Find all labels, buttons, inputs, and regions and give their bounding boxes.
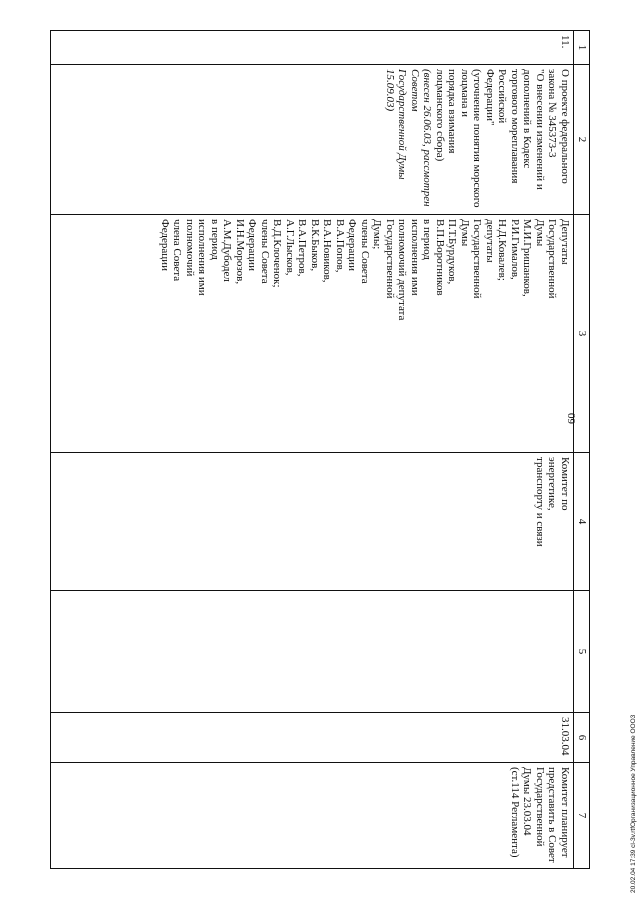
author-line: Государственной	[471, 219, 484, 299]
author-line: члена Совета	[171, 219, 184, 282]
bill-title-line: Федерации"	[484, 69, 496, 126]
bill-note-line: Государственной Думы 15.09.03)	[384, 69, 409, 180]
committee-line: транспорту и связи	[534, 457, 546, 547]
bill-title-line: "О внесении изменений и дополнений в Кодекс	[521, 69, 546, 190]
author-line: в период	[209, 219, 221, 260]
responsible-committee-cell	[51, 453, 574, 591]
author-line: Думы;	[371, 219, 384, 250]
author-line: Федерации	[159, 219, 171, 271]
author-line: полномочий депутата	[396, 219, 409, 321]
plan-line: Государственной	[534, 767, 546, 847]
author-line: депутаты	[484, 219, 496, 263]
plan-line: Думы 23.03.04	[521, 767, 534, 836]
author-line: Думы	[459, 219, 471, 247]
author-line: полномочий	[184, 219, 196, 277]
author-line: А.М.Дубодел	[221, 219, 234, 282]
author-line: Федерации	[346, 219, 359, 271]
author-line: члены Совета	[359, 219, 371, 284]
plan-cell	[51, 763, 574, 869]
column-number: 2	[574, 65, 590, 215]
empty-cell	[51, 591, 574, 713]
author-line: М.И.Гришанков,	[521, 219, 534, 297]
bill-note-line: (внесен 26.06.03, рассмотрен Советом	[409, 69, 434, 207]
column-number: 4	[574, 453, 590, 591]
author-line: Федерации	[246, 219, 259, 271]
author-line: члены Совета	[259, 219, 271, 284]
bill-title-line: (уточнение понятия морского лоцмана и	[459, 69, 484, 208]
committee-line: энергетике,	[546, 457, 559, 511]
author-line: исполнения ими	[196, 219, 209, 296]
author-line: В.А.Петров,	[296, 219, 309, 277]
author-line: В.П.Воротников	[434, 219, 446, 296]
author-line: Государственной	[384, 219, 396, 299]
date-cell: 31.03.04	[51, 713, 574, 763]
author-line: Н.Д.Ковалев;	[496, 219, 509, 281]
author-line: В.А.Попов,	[334, 219, 346, 273]
table-row	[51, 31, 574, 869]
author-line: Думы	[534, 219, 546, 247]
bill-title-line: торгового мореплавания Российской	[496, 69, 521, 184]
author-line: В.К.Быков,	[309, 219, 321, 272]
bill-title-line: порядка взимания лоцманского сбора)	[434, 69, 459, 162]
bill-registry-table	[50, 30, 590, 869]
page-number: 60	[566, 413, 578, 424]
author-line: в период	[421, 219, 434, 260]
column-number: 7	[574, 763, 590, 869]
committee-line: Комитет по	[559, 457, 571, 511]
column-number: 6	[574, 713, 590, 763]
author-line: В.А.Новиков,	[321, 219, 334, 283]
rotated-sheet	[30, 30, 590, 868]
row-number: 11.	[51, 31, 574, 65]
author-line: Государственной	[546, 219, 559, 299]
author-line: исполнения ими	[409, 219, 421, 296]
document-footer: 20.02.04 17:39 cl-3v.rtfОрганизационное Управление ООО3	[630, 714, 637, 893]
plan-line: Комитет планирует	[559, 767, 571, 858]
author-line: А.Г.Лысков,	[284, 219, 296, 276]
author-line: И.Н.Морозов,	[234, 219, 246, 285]
column-number: 5	[574, 591, 590, 713]
plan-line: представить в Совет	[546, 767, 559, 863]
column-number: 1	[574, 31, 590, 65]
column-number: 3	[574, 215, 590, 453]
plan-line: (ст.114 Регламента)	[509, 767, 521, 858]
author-line: Депутаты	[559, 219, 571, 265]
bill-authors-cell	[51, 215, 574, 453]
bill-subject-cell	[51, 65, 574, 215]
author-line: Р.И.Гималов,	[509, 219, 521, 280]
author-line: П.Т.Бурдуков,	[446, 219, 459, 285]
bill-title-line: О проекте федерального закона № 345373-3	[546, 69, 571, 184]
author-line: В.Д.Клоченок;	[271, 219, 284, 288]
column-number-row	[574, 31, 590, 869]
